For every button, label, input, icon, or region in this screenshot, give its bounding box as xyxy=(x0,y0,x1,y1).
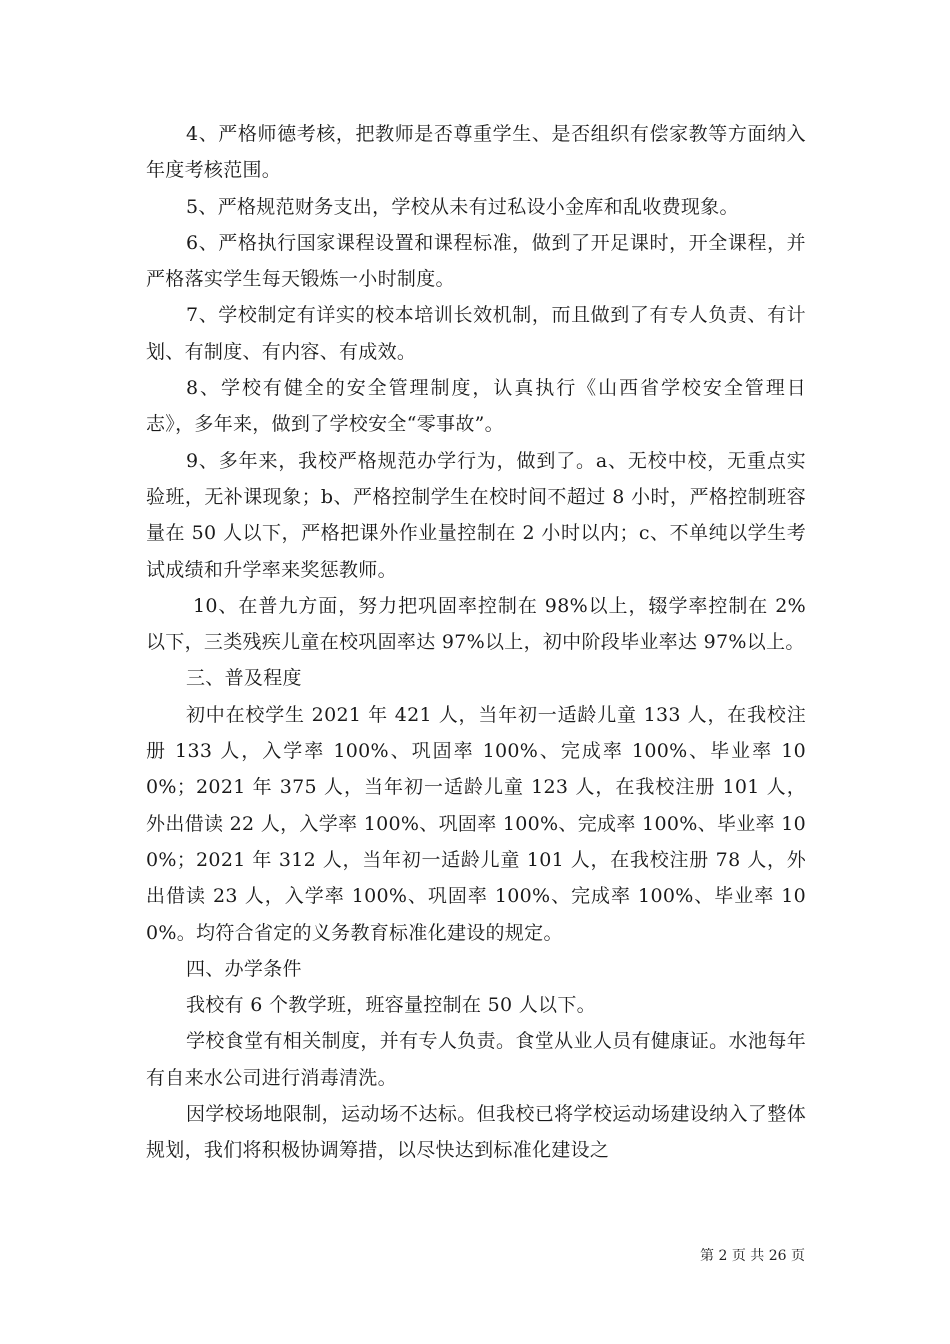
paragraph-sports-field: 因学校场地限制，运动场不达标。但我校已将学校运动场建设纳入了整体规划，我们将积极协调筹措，以尽快达到标准化建设之 xyxy=(146,1103,806,1162)
section-heading-school-conditions: 四、办学条件 xyxy=(186,957,302,980)
document-body xyxy=(146,116,806,1169)
page-number: 第 2 页 共 26 页 xyxy=(700,1248,805,1264)
paragraph-enrollment-statistics: 初中在校学生 2021 年 421 人，当年初一适龄儿童 133 人，在我校注册 133 人，入学率 100%、巩固率 100%、完成率 100%、毕业率 100%；2021 年 375 人，当年初一适龄儿童 123 人，在我校注册 101 人，外出借读 22 人，入学率 100%、巩固率 100%、完成率 100%、毕业率 100%；2021 年 312 人，当年初一适龄儿童 101 人，在我校注册 78 人，外出借读 23 人，入学率 100%、巩固率 100%、完成率 100%、毕业率 100%。均符合省定的义务教育标准化建设的规定。 xyxy=(146,703,806,944)
paragraph-item-10: 10、在普九方面，努力把巩固率控制在 98%以上，辍学率控制在 2%以下，三类残疾儿童在校巩固率达 97%以上，初中阶段毕业率达 97%以上。 xyxy=(146,594,806,654)
paragraph-item-7: 7、学校制定有详实的校本培训长效机制，而且做到了有专人负责、有计划、有制度、有内容、有成效。 xyxy=(146,304,806,363)
paragraph-canteen: 学校食堂有相关制度，并有专人负责。食堂从业人员有健康证。水池每年有自来水公司进行消毒清洗。 xyxy=(146,1030,806,1089)
section-heading-popularization: 三、普及程度 xyxy=(186,667,302,690)
paragraph-item-8: 8、学校有健全的安全管理制度，认真执行《山西省学校安全管理日志》，多年来，做到了学校安全“零事故”。 xyxy=(146,377,806,436)
paragraph-class-count: 我校有 6 个教学班，班容量控制在 50 人以下。 xyxy=(186,994,596,1017)
paragraph-item-6: 6、严格执行国家课程设置和课程标准，做到了开足课时，开全课程，并严格落实学生每天锻炼一小时制度。 xyxy=(146,231,806,291)
paragraph-item-4: 4、严格师德考核，把教师是否尊重学生、是否组织有偿家教等方面纳入年度考核范围。 xyxy=(146,123,806,182)
paragraph-item-9: 9、多年来，我校严格规范办学行为，做到了。a、无校中校，无重点实验班，无补课现象；b、严格控制学生在校时间不超过 8 小时，严格控制班容量在 50 人以下，严格把课外作业量控制在 2 小时以内；c、不单纯以学生考试成绩和升学率来奖惩教师。 xyxy=(146,449,806,581)
paragraph-item-5: 5、严格规范财务支出，学校从未有过私设小金库和乱收费现象。 xyxy=(186,195,739,218)
